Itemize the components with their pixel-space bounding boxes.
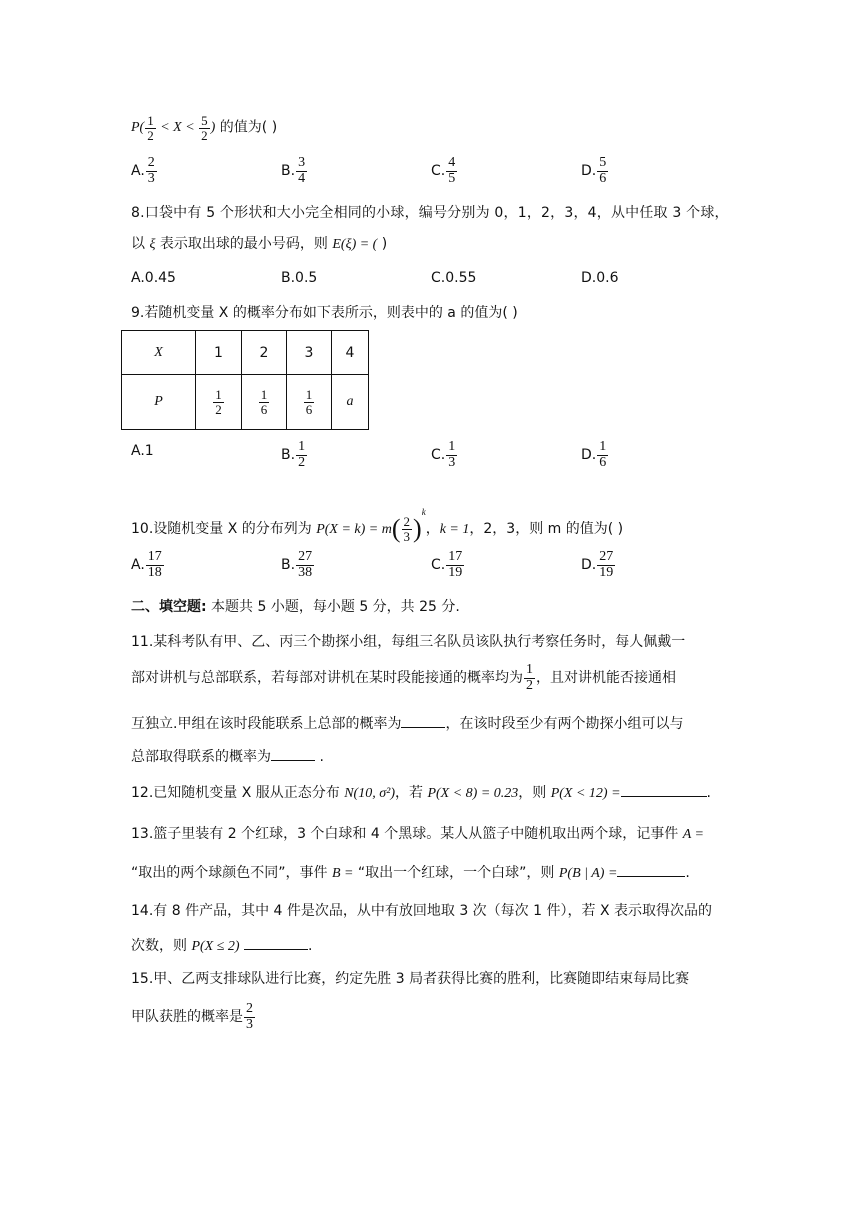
answer-blank[interactable] xyxy=(617,862,685,877)
q8-option-d: D.0.6 xyxy=(581,270,619,286)
q7-expr: P( $\frac{1}{2}$ < X < $\frac{5}{2}$ ) xyxy=(131,113,216,143)
q14-line-1: 14.有 8 件产品，其中 4 件是次品，从中有放回地取 3 次（每次 1 件），若 X 表示取得次品的 xyxy=(131,903,712,919)
q13-line-1: 13.篮子里装有 2 个红球，3 个白球和 4 个黑球。某人从篮子中随机取出两个球，记事件 A = xyxy=(131,826,704,842)
q7-option-d: D. $\frac{5}{6}$ xyxy=(581,155,607,186)
section-heading: 二、填空题: 本题共 5 小题，每小题 5 分，共 25 分. xyxy=(131,599,460,615)
q9-option-a: A.1 xyxy=(131,443,154,459)
q13-line-2: “取出的两个球颜色不同”，事件 B = “取出一个红球，一个白球”，则 P(B | A) = . xyxy=(131,862,690,884)
q14-line-2: 次数，则 P(X ≤ 2) . xyxy=(131,935,312,957)
table-cell: a xyxy=(332,375,369,430)
answer-blank[interactable] xyxy=(271,746,315,761)
q11-line-4: 总部取得联系的概率为 . xyxy=(131,746,324,767)
table-cell: 2 xyxy=(242,331,287,375)
q9-stem: 9.若随机变量 X 的概率分布如下表所示，则表中的 a 的值为( ) xyxy=(131,305,518,321)
table-cell: $\frac{1}{6}$ xyxy=(287,375,332,430)
q11-line-2: 部对讲机与总部联系，若每部对讲机在某时段能接通的概率均为 $\frac{1}{2}$ ，且对讲机能否接通相 xyxy=(131,661,676,693)
q8-option-c: C.0.55 xyxy=(431,270,477,286)
q8-line-1: 8.口袋中有 5 个形状和大小完全相同的小球，编号分别为 0，1，2，3，4，从中任取 3 个球， xyxy=(131,205,729,221)
q7-frac-1: $\frac{1}{2}$ xyxy=(147,113,154,143)
table-head-x: X xyxy=(122,331,196,375)
q7-frac-2: $\frac{5}{2}$ xyxy=(201,113,208,143)
table-row-p xyxy=(122,375,369,430)
q10-option-a: A. $\frac{17}{18}$ xyxy=(131,549,162,580)
table-cell: $\frac{1}{6}$ xyxy=(242,375,287,430)
q8-option-a: A.0.45 xyxy=(131,270,176,286)
q11-line-1: 11.某科考队有甲、乙、丙三个勘探小组，每组三名队员该队执行考察任务时，每人佩戴一 xyxy=(131,634,686,650)
q10-option-c: C. $\frac{17}{19}$ xyxy=(431,549,463,580)
q15-line-2: 甲队获胜的概率是 $\frac{2}{3}$ xyxy=(131,1000,253,1032)
table-cell: $\frac{1}{2}$ xyxy=(196,375,242,430)
q10-option-d: D. $\frac{27}{19}$ xyxy=(581,549,614,580)
answer-blank[interactable] xyxy=(244,935,308,950)
q8-option-b: B.0.5 xyxy=(281,270,318,286)
q9-option-c: C. $\frac{1}{3}$ xyxy=(431,439,456,470)
table-cell: 1 xyxy=(196,331,242,375)
q9-option-d: D. $\frac{1}{6}$ xyxy=(581,439,607,470)
q8-line-2: 以 ξ 表示取出球的最小号码，则 E(ξ) = ( ) xyxy=(131,236,388,252)
q7-option-b: B. $\frac{3}{4}$ xyxy=(281,155,306,186)
q11-line-3: 互独立.甲组在该时段能联系上总部的概率为 ，在该时段至少有两个勘探小组可以与 xyxy=(131,713,683,734)
table-cell: 4 xyxy=(332,331,369,375)
q15-line-1: 15.甲、乙两支排球队进行比赛，约定先胜 3 局者获得比赛的胜利，比赛随即结束每局比赛 xyxy=(131,971,690,987)
q7-option-c: C. $\frac{4}{5}$ xyxy=(431,155,456,186)
answer-blank[interactable] xyxy=(621,782,707,797)
answer-blank[interactable] xyxy=(401,713,445,728)
table-head-p: P xyxy=(122,375,196,430)
distribution-table xyxy=(121,330,369,430)
q7-option-a: A. $\frac{2}{3}$ xyxy=(131,155,155,186)
q10-option-b: B. $\frac{27}{38}$ xyxy=(281,549,313,580)
q7-stem xyxy=(131,114,277,142)
table-cell: 3 xyxy=(287,331,332,375)
table-row-x xyxy=(122,331,369,375)
q10-stem: 10.设随机变量 X 的分布列为 P(X = k) = m( $\frac{2}{3}$ )$^k$，k = 1，2，3，则 m 的值为( ) xyxy=(131,507,624,544)
q9-option-b: B. $\frac{1}{2}$ xyxy=(281,439,306,470)
q7-text: 的值为( ) xyxy=(219,119,278,136)
q12-stem: 12.已知随机变量 X 服从正态分布 N(10, σ²)，若 P(X < 8) = 0.23，则 P(X < 12) = . xyxy=(131,782,711,804)
